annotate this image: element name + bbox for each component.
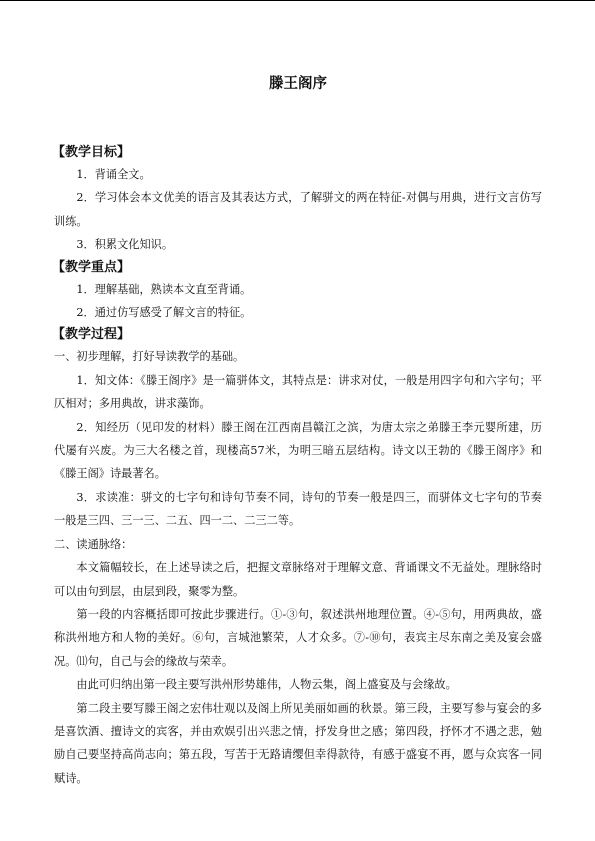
section-key-points bbox=[54, 257, 542, 325]
paragraph: 1．理解基础，熟读本文直至背诵。 bbox=[76, 282, 252, 296]
document-title: 滕王阁序 bbox=[269, 76, 327, 92]
top-rule bbox=[0, 0, 595, 1]
document-page bbox=[54, 74, 542, 790]
section-process bbox=[54, 324, 542, 790]
paragraph: 第一段的内容概括即可按此步骤进行。①-③句，叙述洪州地理位置。④-⑤句，用两典故，盛称洪州地方和人物的美好。⑥句，言城池繁荣，人才众多。⑦-⑩句，表宾主尽东南之美及宴会盛况。⑾句，自己与会的缘故与荣幸。 bbox=[54, 607, 542, 668]
paragraph: 由此可归纳出第一段主要写洪州形势雄伟，人物云集，阁上盛宴及与会缘故。 bbox=[76, 678, 457, 692]
paragraph: 2．通过仿写感受了解文言的特征。 bbox=[76, 306, 252, 320]
paragraph: 2．学习体会本文优美的语言及其表达方式，了解骈文的两在特征-对偶与用典，进行文言仿写训练。 bbox=[54, 191, 542, 228]
paragraph: 本文篇幅较长，在上述导读之后，把握文章脉络对于理解文意、背诵课文不无益处。理脉络时可以由句到层，由层到段，聚零为整。 bbox=[54, 561, 542, 598]
section-heading: 【教学重点】 bbox=[52, 259, 131, 275]
paragraph: 二、读通脉络： bbox=[54, 537, 133, 551]
paragraph: 1．背诵全文。 bbox=[76, 168, 151, 181]
title-spacer bbox=[54, 94, 542, 142]
paragraph: 2．知经历（见印发的材料）滕王阁在江西南昌赣江之滨，为唐太宗之弟滕王李元婴所建，历代屡有兴废。为三大名楼之首，现楼高57米，为明三暗五层结构。诗文以王勃的《滕王阁序》和《滕王阁》诗最著名。 bbox=[54, 420, 542, 481]
section-heading: 【教学目标】 bbox=[52, 145, 131, 160]
paragraph: 1．知文体：《滕王阁序》是一篇骈体文，其特点是：讲求对仗，一般是用四字句和六字句；平仄相对；多用典故，讲求藻饰。 bbox=[54, 373, 542, 411]
paragraph: 3．积累文化知识。 bbox=[76, 238, 174, 252]
paragraph: 3．求读准：骈文的七字句和诗句节奏不同，诗句的节奏一般是四三，而骈体文七字句的节奏一般是三四、三一三、二五、四一二、二三二等。 bbox=[54, 490, 542, 528]
section-objectives bbox=[54, 142, 542, 257]
paragraph: 一、初步理解，打好导读教学的基础。 bbox=[54, 350, 245, 364]
paragraph: 第二段主要写滕王阁之宏伟壮观以及阁上所见美丽如画的秋景。第三段，主要写参与宴会的多是喜饮酒、擅诗文的宾客，并由欢娱引出兴悲之情，抒发身世之感；第四段，抒怀才不遇之悲，勉励自己要坚持高尚志向；第五段，写苦于无路请缨但幸得款待，有感于盛宴不再，愿与众宾客一同赋诗。 bbox=[54, 701, 542, 785]
section-heading: 【教学过程】 bbox=[52, 327, 131, 343]
